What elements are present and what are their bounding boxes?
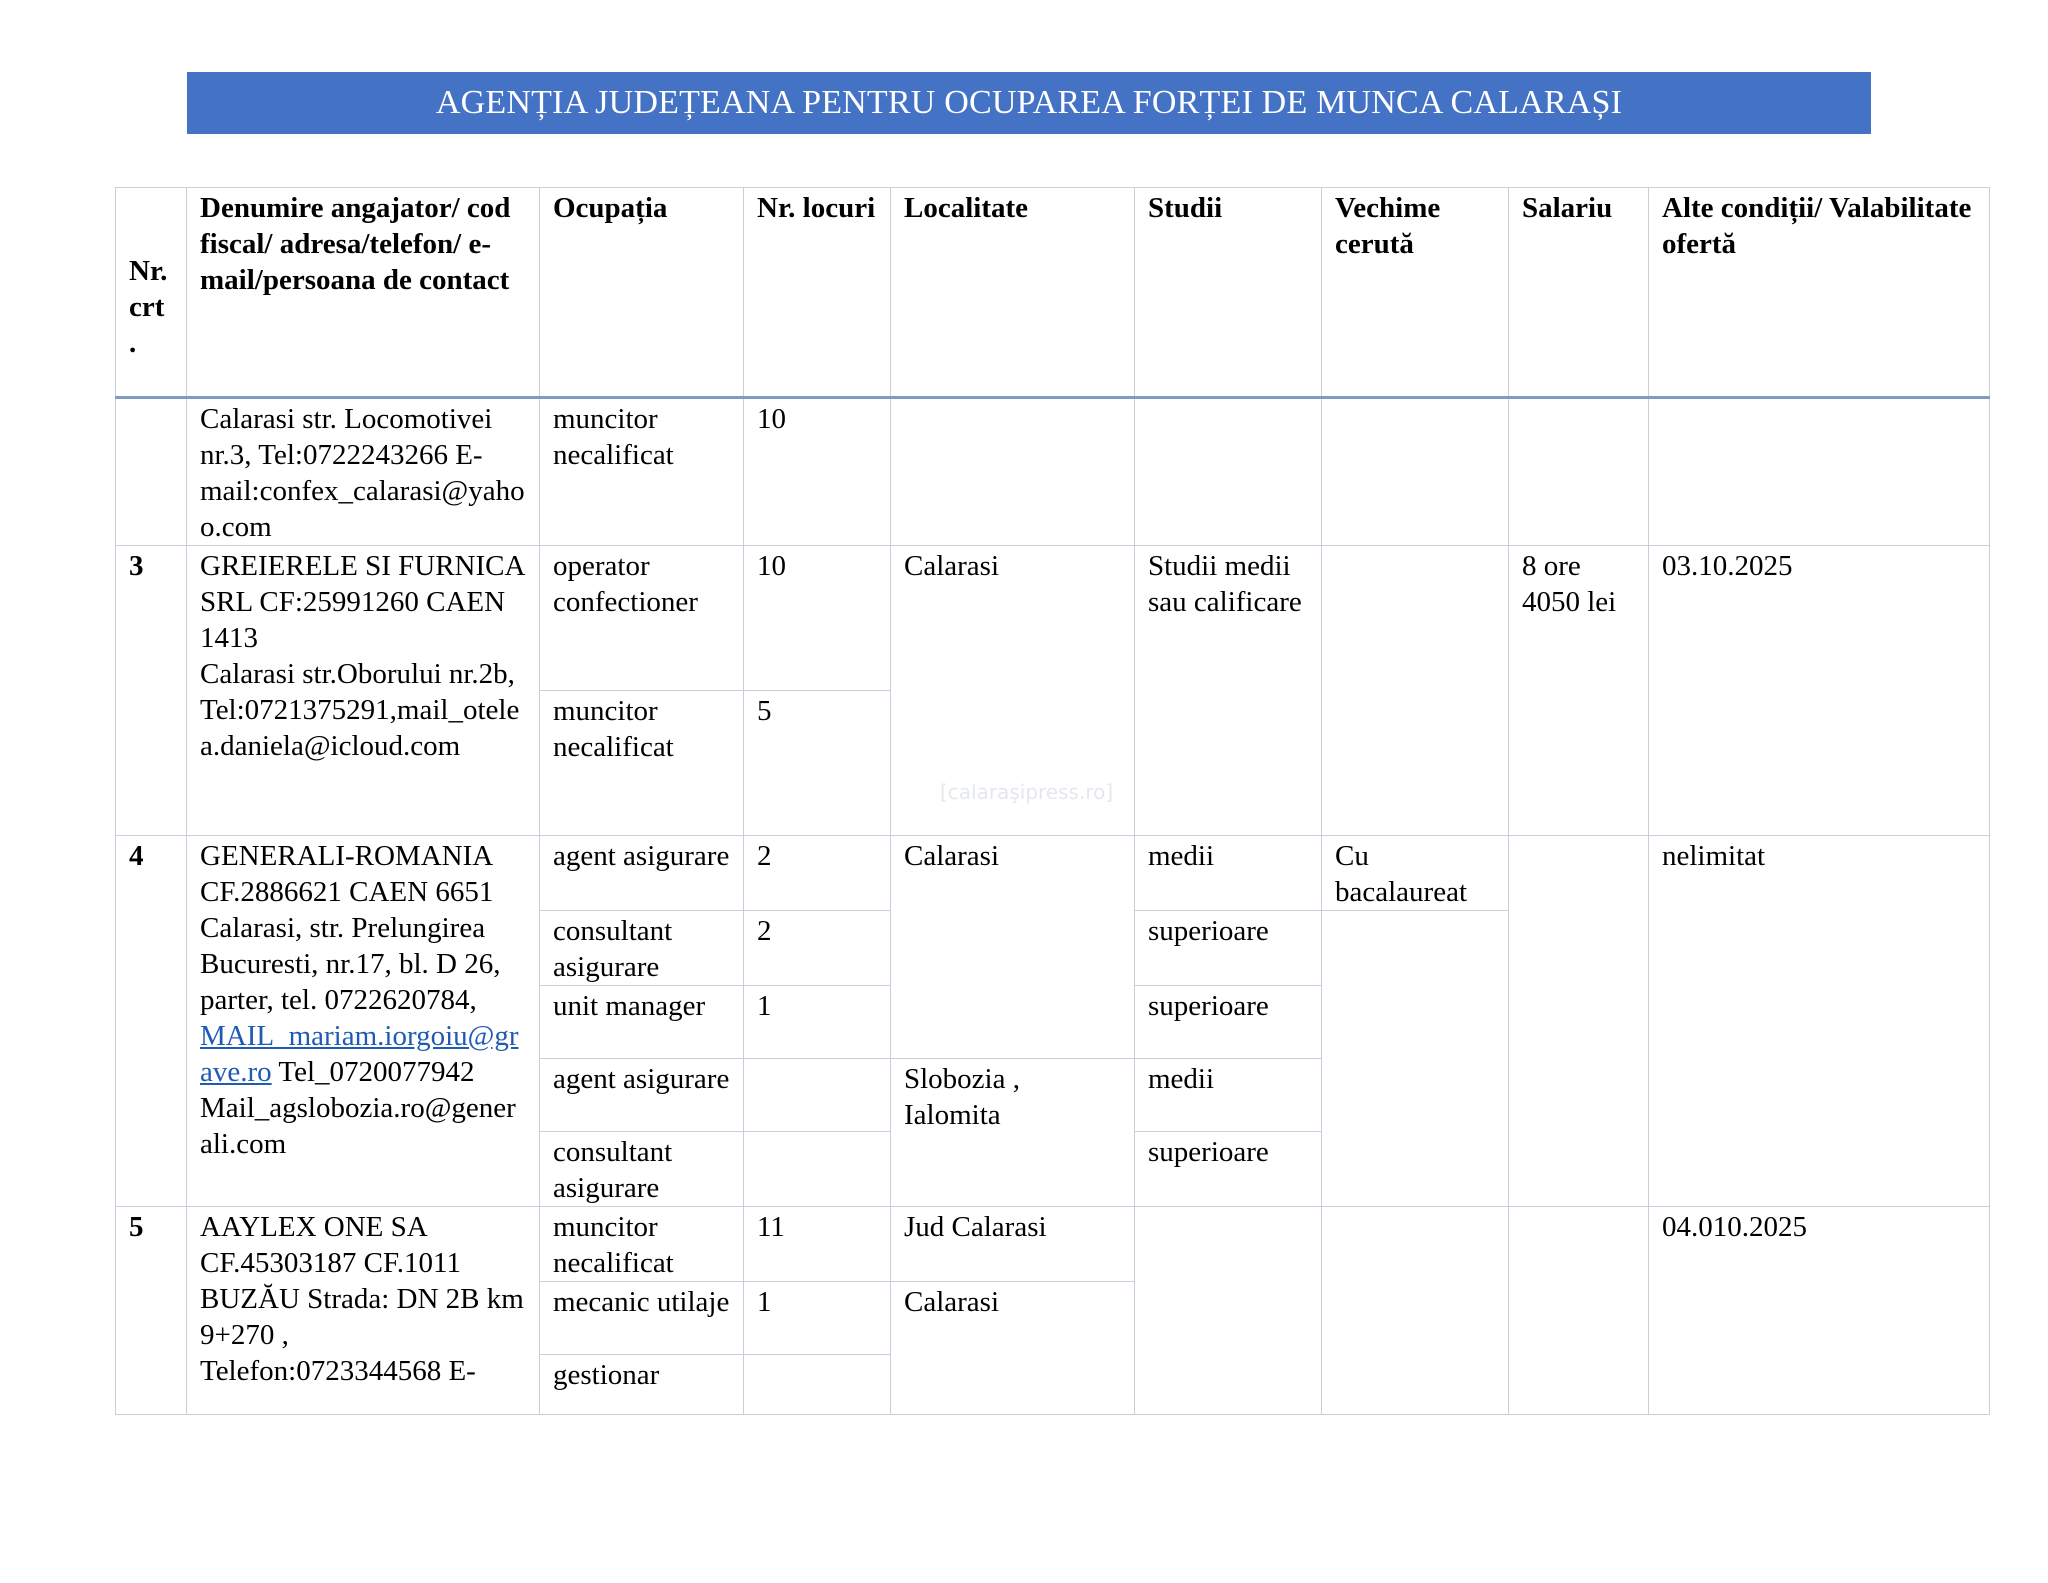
- cell-studies: medii: [1135, 836, 1322, 911]
- cell-employer: Calarasi str. Locomotivei nr.3, Tel:0722243266 E-mail:confex_calarasi@yahoo.com: [187, 398, 540, 546]
- cell-places: 11: [744, 1207, 891, 1282]
- cell-seniority: [1322, 398, 1509, 546]
- cell-occupation: muncitor necalificat: [540, 1207, 744, 1282]
- cell-occupation: muncitor necalificat: [540, 691, 744, 836]
- cell-locality: Calarasi: [891, 836, 1135, 1059]
- header-locality: Localitate: [891, 188, 1135, 398]
- cell-occupation: agent asigurare: [540, 1059, 744, 1132]
- cell-places: 2: [744, 911, 891, 986]
- page-title: AGENȚIA JUDEȚEANA PENTRU OCUPAREA FORȚEI DE MUNCA CALARAȘI: [435, 84, 1623, 121]
- cell-occupation: muncitor necalificat: [540, 398, 744, 546]
- cell-places: [744, 1059, 891, 1132]
- cell-studies: [1135, 398, 1322, 546]
- employer-contact: Calarasi str.Oborului nr.2b, Tel:0721375291,mail_otelea.daniela@icloud.com: [200, 658, 520, 762]
- cell-other: [1649, 398, 1990, 546]
- cell-other: 03.10.2025: [1649, 546, 1990, 836]
- cell-places: 5: [744, 691, 891, 836]
- cell-locality: Calarasi: [891, 546, 1135, 836]
- header-seniority: Vechime cerută: [1322, 188, 1509, 398]
- header-nr: Nr. crt .: [116, 188, 187, 398]
- cell-places: [744, 1355, 891, 1415]
- cell-salary: [1509, 1207, 1649, 1415]
- cell-nr: 3: [116, 546, 187, 836]
- cell-occupation: mecanic utilaje: [540, 1282, 744, 1355]
- header-other: Alte condiții/ Valabilitate ofertă: [1649, 188, 1990, 398]
- table-header-row: [116, 188, 1990, 398]
- cell-nr: 5: [116, 1207, 187, 1415]
- cell-seniority: Cu bacalaureat: [1322, 836, 1509, 911]
- cell-locality: [891, 398, 1135, 546]
- page-title-banner: [187, 72, 1871, 134]
- cell-employer: AAYLEX ONE SA CF.45303187 CF.1011 BUZĂU Strada: DN 2B km 9+270 , Telefon:0723344568 E-: [187, 1207, 540, 1415]
- cell-studies: superioare: [1135, 911, 1322, 986]
- cell-salary: 8 ore 4050 lei: [1509, 546, 1649, 836]
- employer-name: GREIERELE SI FURNICA SRL CF:25991260 CAEN 1413: [200, 550, 524, 654]
- table-row: [116, 836, 1990, 911]
- table-row: [116, 546, 1990, 691]
- header-salary: Salariu: [1509, 188, 1649, 398]
- cell-nr: [116, 398, 187, 546]
- table-row: [116, 1207, 1990, 1282]
- cell-studies: superioare: [1135, 986, 1322, 1059]
- header-employer: Denumire angajator/ cod fiscal/ adresa/telefon/ e-mail/persoana de contact: [187, 188, 540, 398]
- cell-occupation: consultant asigurare: [540, 911, 744, 986]
- employer-email-link[interactable]: MAIL_mariam.iorgoiu@grave.ro: [200, 1020, 519, 1088]
- cell-places: [744, 1132, 891, 1207]
- cell-studies: [1135, 1207, 1322, 1415]
- cell-places: 2: [744, 836, 891, 911]
- cell-studies: superioare: [1135, 1132, 1322, 1207]
- header-places: Nr. locuri: [744, 188, 891, 398]
- cell-places: 10: [744, 546, 891, 691]
- cell-places: 1: [744, 986, 891, 1059]
- header-studies: Studii: [1135, 188, 1322, 398]
- cell-salary: [1509, 836, 1649, 1207]
- cell-places: 10: [744, 398, 891, 546]
- cell-places: 1: [744, 1282, 891, 1355]
- cell-occupation: operator confectioner: [540, 546, 744, 691]
- watermark: [calaraşipress.ro]: [940, 780, 1114, 804]
- cell-seniority: [1322, 1207, 1509, 1415]
- cell-other: nelimitat: [1649, 836, 1990, 1207]
- cell-employer: [187, 546, 540, 836]
- table-row: [116, 398, 1990, 546]
- cell-studies: Studii medii sau calificare: [1135, 546, 1322, 836]
- cell-employer: [187, 836, 540, 1207]
- cell-occupation: agent asigurare: [540, 836, 744, 911]
- cell-salary: [1509, 398, 1649, 546]
- cell-seniority: [1322, 911, 1509, 1207]
- cell-locality: Jud Calarasi: [891, 1207, 1135, 1282]
- cell-seniority: [1322, 546, 1509, 836]
- employer-details: GENERALI-ROMANIA CF.2886621 CAEN 6651 Calarasi, str. Prelungirea Bucuresti, nr.17, bl. D 26, parter, tel. 0722620784,: [200, 840, 501, 1016]
- cell-occupation: gestionar: [540, 1355, 744, 1415]
- employer-contact: Tel_0720077942 Mail_agslobozia.ro@generali.com: [200, 1056, 516, 1160]
- cell-locality: Calarasi: [891, 1282, 1135, 1415]
- cell-nr: 4: [116, 836, 187, 1207]
- cell-occupation: unit manager: [540, 986, 744, 1059]
- cell-other: 04.010.2025: [1649, 1207, 1990, 1415]
- cell-locality: Slobozia , Ialomita: [891, 1059, 1135, 1207]
- header-occupation: Ocupația: [540, 188, 744, 398]
- cell-studies: medii: [1135, 1059, 1322, 1132]
- cell-occupation: consultant asigurare: [540, 1132, 744, 1207]
